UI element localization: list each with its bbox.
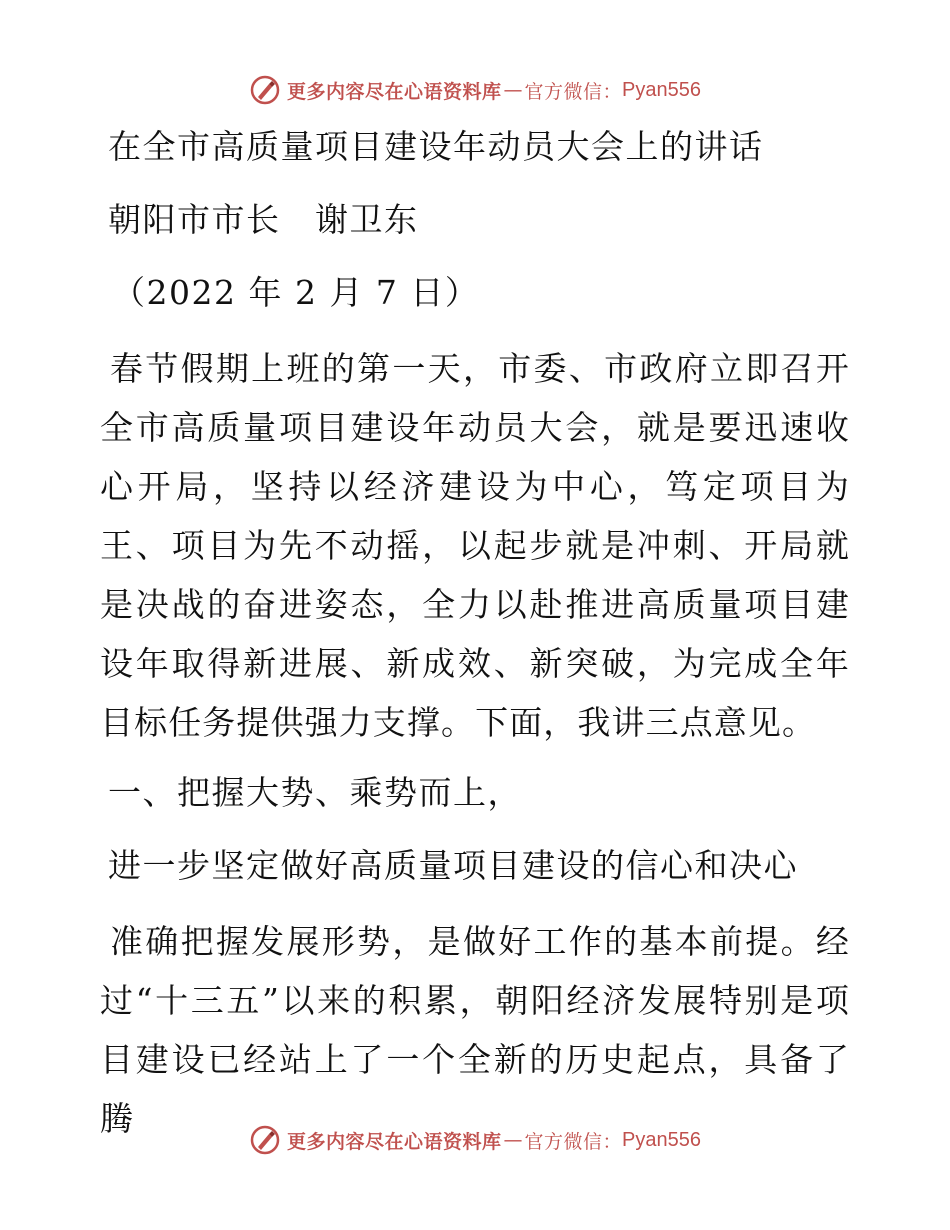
promo-text: 更多内容尽在心语资料库 xyxy=(287,80,502,103)
speaker-line: 朝阳市市长 谢卫东 xyxy=(108,200,419,239)
header-banner xyxy=(0,70,950,110)
wechat-label: 官方微信： xyxy=(524,1130,623,1153)
wechat-label: 官方微信： xyxy=(524,80,623,103)
promo-text: 更多内容尽在心语资料库 xyxy=(287,1130,502,1153)
banner-dash: — xyxy=(503,79,523,101)
pen-logo-icon xyxy=(249,74,281,106)
section1-heading-line2: 进一步坚定做好高质量项目建设的信心和决心 xyxy=(108,846,798,885)
wechat-id: Pyan556 xyxy=(622,78,701,101)
wechat-id: Pyan556 xyxy=(622,1128,701,1151)
footer-banner xyxy=(0,1120,950,1160)
section1-paragraph: 准确把握发展形势，是做好工作的基本前提。经过“十三五”以来的积累，朝阳经济发展特别是项目建设已经站上了一个全新的历史起点，具备了腾 xyxy=(100,922,850,1138)
section1-heading-line1: 一、把握大势、乘势而上， xyxy=(108,773,522,812)
pen-logo-icon xyxy=(249,1124,281,1156)
date-line: （2022 年 2 月 7 日） xyxy=(112,273,480,312)
document-title: 在全市高质量项目建设年动员大会上的讲话 xyxy=(108,127,764,166)
banner-dash: — xyxy=(503,1129,523,1151)
intro-paragraph: 春节假期上班的第一天，市委、市政府立即召开全市高质量项目建设年动员大会，就是要迅速收心开局，坚持以经济建设为中心，笃定项目为王、项目为先不动摇，以起步就是冲刺、开局就是决战的奋进姿态，全力以赴推进高质量项目建设年取得新进展、新成效、新突破，为完成全年目标任务提供强力支撑。下面，我讲三点意见。 xyxy=(100,349,850,742)
